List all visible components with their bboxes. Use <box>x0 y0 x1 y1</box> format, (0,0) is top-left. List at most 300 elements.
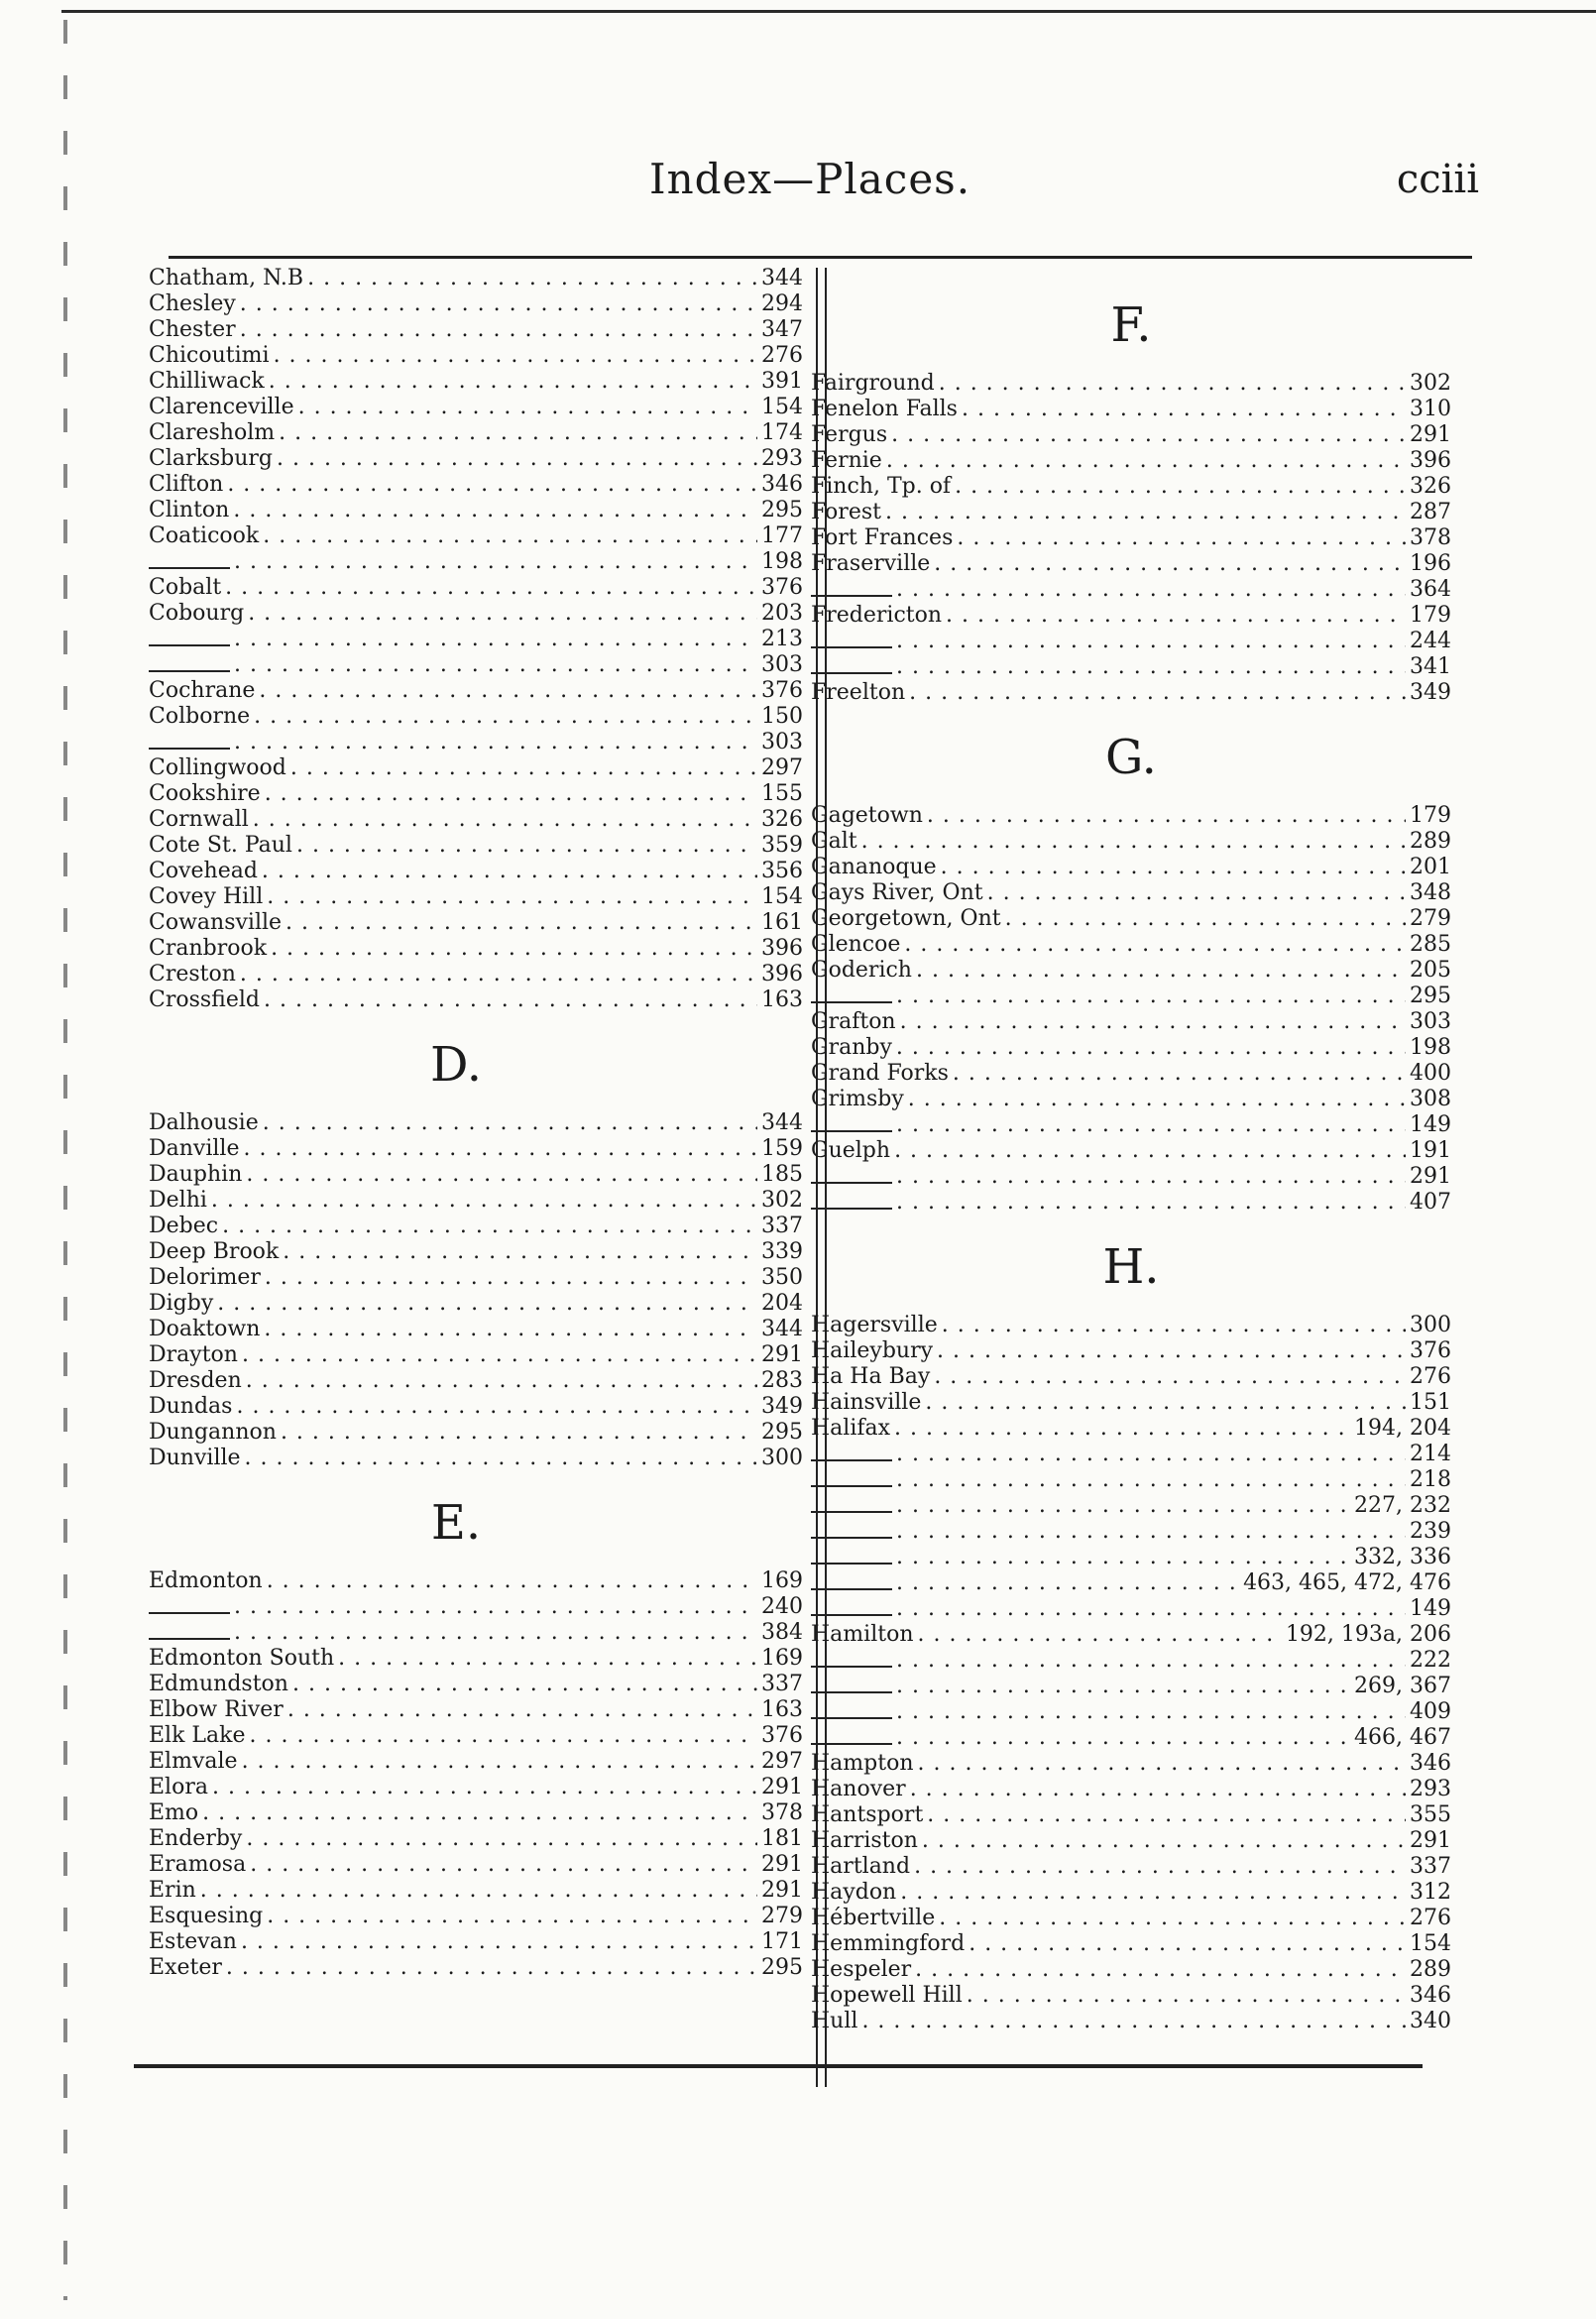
dot-leader <box>967 1983 1406 2009</box>
dot-leader <box>910 1777 1406 1802</box>
place-name: Debec <box>149 1214 219 1238</box>
ditto-dash <box>149 631 230 646</box>
place-name: Digby <box>149 1291 214 1316</box>
place-name: Galt <box>811 829 857 854</box>
page-reference: 291 <box>761 1852 803 1877</box>
dot-leader <box>942 1313 1406 1338</box>
page-reference: 179 <box>1410 603 1451 628</box>
dot-leader <box>234 730 757 755</box>
section-letter: G. <box>1105 730 1157 785</box>
dot-leader <box>242 1342 757 1368</box>
page-reference: 378 <box>761 1800 803 1825</box>
index-entry <box>811 1596 1451 1622</box>
place-name: Freelton <box>811 680 906 705</box>
index-entry <box>149 936 803 962</box>
index-entry <box>149 704 803 730</box>
dot-leader <box>896 1467 1406 1493</box>
page-reference: 154 <box>761 395 803 419</box>
index-entry <box>811 1442 1451 1467</box>
index-entry <box>811 1138 1451 1164</box>
page-reference: 163 <box>761 1697 803 1722</box>
page-reference: 350 <box>761 1265 803 1290</box>
place-name: Elk Lake <box>149 1723 246 1748</box>
dot-leader <box>896 1519 1406 1545</box>
place-name: Crossfield <box>149 987 260 1012</box>
page-reference: 463, 465, 472, 476 <box>1243 1570 1451 1595</box>
place-name: Edmonton <box>149 1568 263 1593</box>
index-entry <box>811 1931 1451 1957</box>
dot-leader <box>896 1545 1350 1570</box>
place-name: Cowansville <box>149 910 283 935</box>
page-reference: 312 <box>1410 1880 1451 1905</box>
index-entry <box>811 1467 1451 1493</box>
index-entry <box>149 395 803 420</box>
dot-leader <box>916 958 1406 984</box>
dot-leader <box>861 2009 1406 2034</box>
page-reference: 340 <box>1410 2009 1451 2033</box>
place-name: Covehead <box>149 859 258 883</box>
dot-leader <box>894 1138 1406 1164</box>
page-reference: 287 <box>1410 500 1451 524</box>
page-reference: 396 <box>1410 448 1451 473</box>
place-name: Gananoque <box>811 855 937 879</box>
page-reference: 302 <box>1410 371 1451 396</box>
index-entry <box>811 1087 1451 1112</box>
page-reference: 295 <box>761 1955 803 1980</box>
page-reference: 396 <box>761 962 803 986</box>
page-reference: 191 <box>1410 1138 1451 1163</box>
page-reference: 300 <box>1410 1313 1451 1337</box>
dot-leader <box>202 1800 757 1826</box>
page-reference: 332, 336 <box>1354 1545 1451 1569</box>
index-entry <box>811 1983 1451 2009</box>
place-name: Dungannon <box>149 1420 277 1445</box>
page-reference: 150 <box>761 704 803 729</box>
place-name: Edmundston <box>149 1672 288 1696</box>
page-reference: 293 <box>761 446 803 471</box>
page-reference: 185 <box>761 1162 803 1187</box>
page-reference: 364 <box>1410 577 1451 602</box>
ditto-dash <box>811 987 892 1003</box>
place-name: Elmvale <box>149 1749 238 1774</box>
index-entry <box>811 1854 1451 1880</box>
page-reference: 169 <box>761 1568 803 1593</box>
index-entry <box>811 855 1451 880</box>
ditto-dash <box>811 1116 892 1132</box>
page-reference: 359 <box>761 833 803 858</box>
index-entry <box>811 1570 1451 1596</box>
dot-leader <box>939 371 1406 397</box>
ditto-dash <box>811 1168 892 1184</box>
page-reference: 149 <box>1410 1112 1451 1137</box>
dot-leader <box>896 1493 1350 1519</box>
index-entry <box>811 422 1451 448</box>
place-name: Coaticook <box>149 523 260 548</box>
dot-leader <box>283 1239 757 1265</box>
page-reference: 291 <box>761 1878 803 1903</box>
place-name: Danville <box>149 1136 240 1161</box>
index-entry <box>149 523 803 549</box>
index-entry <box>811 829 1451 855</box>
page-reference: 227, 232 <box>1354 1493 1451 1518</box>
page-reference: 384 <box>761 1620 803 1645</box>
dot-leader <box>267 1904 757 1929</box>
page-reference: 291 <box>761 1342 803 1367</box>
index-entry <box>149 1342 803 1368</box>
dot-leader <box>939 1906 1406 1931</box>
index-entry <box>149 1214 803 1239</box>
page-reference: 213 <box>761 627 803 651</box>
place-name: Delhi <box>149 1188 207 1213</box>
page-reference: 289 <box>1410 829 1451 854</box>
place-name: Grimsby <box>811 1087 904 1111</box>
dot-leader <box>240 317 757 343</box>
dot-leader <box>234 549 757 575</box>
dot-leader <box>292 1672 757 1697</box>
dot-leader <box>896 1674 1350 1699</box>
index-entry <box>149 1446 803 1471</box>
page-reference: 204 <box>761 1291 803 1316</box>
page-reference: 279 <box>761 1904 803 1928</box>
index-entry <box>811 680 1451 706</box>
place-name: Dauphin <box>149 1162 243 1187</box>
place-name: Clarenceville <box>149 395 294 419</box>
index-entry <box>149 1620 803 1646</box>
index-entry <box>811 1622 1451 1648</box>
ditto-dash <box>811 1652 892 1668</box>
dot-leader <box>934 551 1406 577</box>
page-reference: 291 <box>1410 1164 1451 1189</box>
page-reference: 337 <box>761 1214 803 1238</box>
index-entry <box>149 1265 803 1291</box>
dot-leader <box>212 1775 757 1800</box>
index-entry <box>811 448 1451 474</box>
place-name: Hantsport <box>811 1802 924 1827</box>
index-entry <box>149 1136 803 1162</box>
dot-leader <box>891 422 1406 448</box>
page-reference: 295 <box>761 1420 803 1445</box>
page-reference: 349 <box>1410 680 1451 705</box>
page-reference: 344 <box>761 1317 803 1341</box>
dot-leader <box>896 1190 1406 1216</box>
page-reference: 181 <box>761 1826 803 1851</box>
page-reference: 291 <box>1410 1828 1451 1853</box>
ditto-dash <box>811 1574 892 1590</box>
page-reference: 179 <box>1410 803 1451 828</box>
place-name: Hébertville <box>811 1906 936 1930</box>
dot-leader <box>1005 906 1406 932</box>
place-name: Dresden <box>149 1368 242 1393</box>
dot-leader <box>234 1594 757 1620</box>
index-entry <box>811 1674 1451 1699</box>
page-reference: 198 <box>1410 1035 1451 1060</box>
index-entry <box>149 1317 803 1342</box>
dot-leader <box>253 807 757 833</box>
place-name: Fraserville <box>811 551 931 576</box>
place-name: Cranbrook <box>149 936 268 961</box>
dot-leader <box>896 1648 1406 1674</box>
dot-leader <box>211 1188 757 1214</box>
index-entry <box>149 1852 803 1878</box>
index-entry <box>149 1110 803 1136</box>
place-name: Fort Frances <box>811 525 954 550</box>
page-reference: 346 <box>1410 1983 1451 2008</box>
place-name: Haydon <box>811 1880 897 1905</box>
dot-leader <box>233 498 757 523</box>
page-reference: 409 <box>1410 1699 1451 1724</box>
dot-leader <box>236 1394 757 1420</box>
index-entry <box>149 1188 803 1214</box>
place-name: Hainsville <box>811 1390 922 1415</box>
place-name: Collingwood <box>149 755 286 780</box>
ditto-dash <box>811 1446 892 1461</box>
dot-leader <box>937 1338 1406 1364</box>
place-name: Chilliwack <box>149 369 265 394</box>
index-entry <box>149 369 803 395</box>
place-name: Elora <box>149 1775 208 1799</box>
page-reference: 283 <box>761 1368 803 1393</box>
index-entry <box>811 958 1451 984</box>
place-name: Delorimer <box>149 1265 261 1290</box>
dot-leader <box>918 1622 1282 1648</box>
index-entry <box>811 984 1451 1009</box>
place-name: Georgetown, Ont <box>811 906 1001 931</box>
page-reference: 294 <box>761 291 803 316</box>
section-letter: H. <box>1102 1239 1160 1295</box>
index-entry <box>811 1493 1451 1519</box>
index-entry <box>149 1672 803 1697</box>
page-reference: 171 <box>761 1929 803 1954</box>
ditto-dash <box>811 1497 892 1513</box>
index-entry <box>811 1416 1451 1442</box>
dot-leader <box>267 884 757 910</box>
index-entry <box>811 525 1451 551</box>
dot-leader <box>987 880 1406 906</box>
index-entry <box>811 1777 1451 1802</box>
header-rule <box>169 256 1472 259</box>
index-entry <box>149 652 803 678</box>
page-reference: 276 <box>761 343 803 368</box>
index-entry <box>811 654 1451 680</box>
index-entry <box>149 1394 803 1420</box>
ditto-dash <box>811 1703 892 1719</box>
index-entry <box>811 629 1451 654</box>
dot-leader <box>226 1955 757 1981</box>
index-entry <box>149 549 803 575</box>
page-reference: 344 <box>761 1110 803 1135</box>
index-entry <box>811 371 1451 397</box>
index-entry <box>811 1725 1451 1751</box>
index-entry <box>149 1878 803 1904</box>
place-name: Hespeler <box>811 1957 912 1982</box>
index-entry <box>811 906 1451 932</box>
page-header <box>0 147 1596 206</box>
dot-leader <box>941 855 1406 880</box>
index-entry <box>811 1699 1451 1725</box>
dot-leader <box>279 420 757 446</box>
index-entry <box>149 1697 803 1723</box>
page-reference: 214 <box>1410 1442 1451 1466</box>
place-name: Fredericton <box>811 603 943 628</box>
page-reference: 291 <box>1410 422 1451 447</box>
dot-leader <box>896 1112 1406 1138</box>
page-number: cciii <box>1396 157 1479 202</box>
place-name: Gagetown <box>811 803 923 828</box>
dot-leader <box>269 369 757 395</box>
ditto-dash <box>811 1729 892 1745</box>
place-name: Fairground <box>811 371 935 396</box>
dot-leader <box>262 859 757 884</box>
page-reference: 203 <box>761 601 803 626</box>
place-name: Cobourg <box>149 601 245 626</box>
dot-leader <box>896 1442 1406 1467</box>
index-entry <box>811 1519 1451 1545</box>
place-name: Eramosa <box>149 1852 247 1877</box>
index-section <box>811 1216 1451 2034</box>
page-reference: 376 <box>761 575 803 600</box>
dot-leader <box>896 1570 1239 1596</box>
index-section <box>149 266 803 1013</box>
index-entry <box>149 601 803 627</box>
page-reference: 356 <box>761 859 803 883</box>
dot-leader <box>896 1596 1406 1622</box>
index-entry <box>811 1338 1451 1364</box>
dot-leader <box>896 629 1406 654</box>
dot-leader <box>259 678 757 704</box>
page-reference: 155 <box>761 781 803 806</box>
place-name: Enderby <box>149 1826 243 1851</box>
page-reference: 154 <box>1410 1931 1451 1956</box>
index-entry <box>811 1061 1451 1087</box>
page-reference: 344 <box>761 266 803 290</box>
index-entry <box>811 1802 1451 1828</box>
dot-leader <box>861 829 1406 855</box>
dot-leader <box>243 1136 757 1162</box>
page-reference: 297 <box>761 1749 803 1774</box>
index-entry <box>811 577 1451 603</box>
ditto-dash <box>811 658 892 674</box>
page-reference: 163 <box>761 987 803 1012</box>
index-entry <box>811 1390 1451 1416</box>
dot-leader <box>307 266 757 291</box>
place-name: Dunville <box>149 1446 241 1470</box>
ditto-dash <box>811 1600 892 1616</box>
index-entry <box>811 880 1451 906</box>
dot-leader <box>927 1802 1406 1828</box>
dot-leader <box>957 525 1406 551</box>
binding-margin <box>63 20 67 2300</box>
dot-leader <box>234 1620 757 1646</box>
page-reference: 285 <box>1410 932 1451 957</box>
dot-leader <box>265 781 757 807</box>
dot-leader <box>896 1699 1406 1725</box>
dot-leader <box>246 1368 757 1394</box>
place-name: Emo <box>149 1800 199 1825</box>
index-entry <box>811 932 1451 958</box>
place-name: Claresholm <box>149 420 276 445</box>
page-reference: 174 <box>761 420 803 445</box>
page-reference: 339 <box>761 1239 803 1264</box>
place-name: Colborne <box>149 704 251 729</box>
dot-leader <box>240 962 757 987</box>
ditto-dash <box>811 1523 892 1539</box>
dot-leader <box>915 1957 1406 1983</box>
ditto-dash <box>149 553 230 569</box>
place-name: Hampton <box>811 1751 914 1776</box>
dot-leader <box>264 987 757 1013</box>
dot-leader <box>896 1725 1350 1751</box>
place-name: Hartland <box>811 1854 911 1879</box>
index-entry <box>149 420 803 446</box>
index-entry <box>149 678 803 704</box>
page-reference: 466, 467 <box>1354 1725 1451 1750</box>
page-reference: 218 <box>1410 1467 1451 1492</box>
place-name: Glencoe <box>811 932 901 957</box>
index-column-right <box>811 274 1451 2034</box>
page-reference: 302 <box>761 1188 803 1213</box>
place-name: Hull <box>811 2009 858 2033</box>
place-name: Granby <box>811 1035 892 1060</box>
index-entry <box>149 266 803 291</box>
dot-leader <box>338 1646 757 1672</box>
index-entry <box>149 627 803 652</box>
page-reference: 177 <box>761 523 803 548</box>
page-reference: 201 <box>1410 855 1451 879</box>
page-reference: 300 <box>761 1446 803 1470</box>
index-entry <box>811 1751 1451 1777</box>
place-name: Cochrane <box>149 678 256 703</box>
dot-leader <box>918 1751 1406 1777</box>
index-entry <box>149 730 803 755</box>
dot-leader <box>285 910 757 936</box>
dot-leader <box>267 1568 757 1594</box>
page-reference: 196 <box>1410 551 1451 576</box>
page-reference: 297 <box>761 755 803 780</box>
dot-leader <box>200 1878 757 1904</box>
dot-leader <box>900 1880 1406 1906</box>
section-letter: E. <box>430 1495 482 1551</box>
dot-leader <box>969 1931 1406 1957</box>
index-entry <box>811 1880 1451 1906</box>
page-title: Index—Places. <box>649 155 971 203</box>
page-reference: 303 <box>761 652 803 677</box>
dot-leader <box>896 654 1406 680</box>
index-entry <box>811 1164 1451 1190</box>
index-entry <box>149 962 803 987</box>
index-entry <box>149 833 803 859</box>
place-name: Doaktown <box>149 1317 261 1341</box>
index-entry <box>811 1648 1451 1674</box>
dot-leader <box>241 1929 757 1955</box>
page-reference: 376 <box>761 678 803 703</box>
page-reference: 355 <box>1410 1802 1451 1827</box>
page-reference: 276 <box>1410 1364 1451 1389</box>
place-name: Grafton <box>811 1009 896 1034</box>
index-entry <box>811 551 1451 577</box>
page-reference: 400 <box>1410 1061 1451 1086</box>
section-letter: F. <box>1110 297 1152 353</box>
dot-leader <box>225 575 757 601</box>
page-reference: 151 <box>1410 1390 1451 1415</box>
page-reference: 346 <box>761 472 803 497</box>
index-column-left <box>149 266 803 1981</box>
place-name: Fenelon Falls <box>811 397 958 421</box>
place-name: Halifax <box>811 1416 891 1441</box>
dot-leader <box>934 1364 1406 1390</box>
index-section <box>149 1471 803 1981</box>
index-entry <box>149 1291 803 1317</box>
dot-leader <box>955 474 1406 500</box>
